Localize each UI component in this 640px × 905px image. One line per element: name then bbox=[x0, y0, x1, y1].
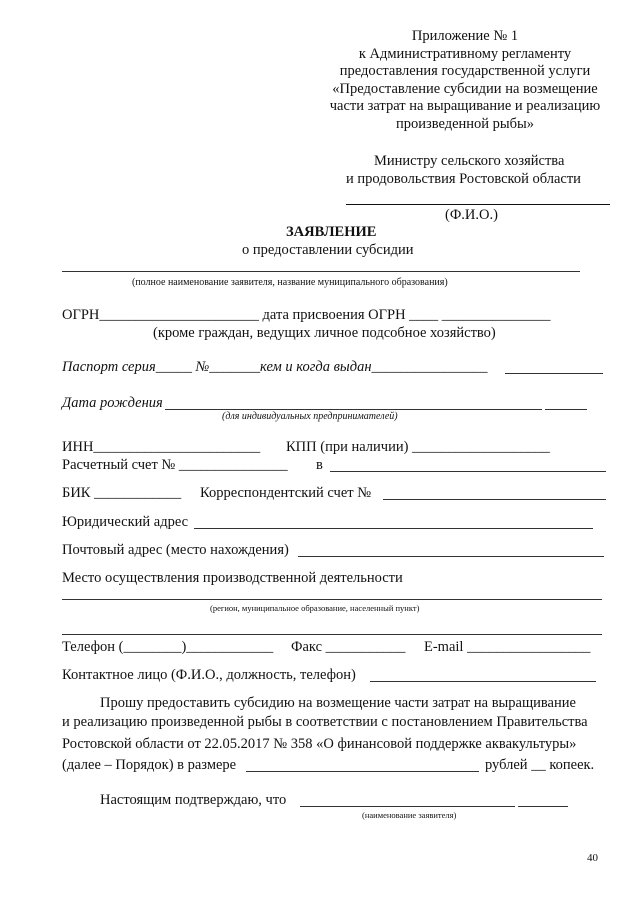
addressee-line-2: и продовольствия Ростовской области bbox=[346, 171, 581, 187]
passport-line-end bbox=[505, 373, 603, 374]
birth-date-label: Дата рождения bbox=[62, 395, 163, 411]
activity-place-caption: (регион, муниципальное образование, населенный пункт) bbox=[210, 603, 420, 613]
bank-label: в bbox=[316, 457, 323, 473]
phone-field: Телефон (________)____________ bbox=[62, 639, 274, 655]
confirm-line bbox=[300, 806, 515, 807]
inn-field: ИНН_______________________ bbox=[62, 439, 261, 455]
fio-caption: (Ф.И.О.) bbox=[445, 207, 498, 223]
addressee-line-1: Министру сельского хозяйства bbox=[374, 153, 565, 169]
activity-place-label: Место осуществления производственной деятельности bbox=[62, 570, 403, 586]
applicant-caption: (полное наименование заявителя, название муниципального образования) bbox=[132, 277, 448, 288]
appendix-line: произведенной рыбы» bbox=[395, 115, 535, 132]
activity-place-line bbox=[62, 599, 602, 600]
corr-account-line bbox=[383, 499, 606, 500]
ogrn-note: (кроме граждан, ведущих личное подсобное хозяйство) bbox=[153, 325, 496, 341]
email-field: E-mail _________________ bbox=[424, 639, 591, 655]
request-line-1: Прошу предоставить субсидию на возмещение части затрат на выращивание bbox=[100, 695, 576, 711]
appendix-block bbox=[300, 28, 630, 133]
applicant-name-line bbox=[62, 271, 580, 272]
request-line-3: Ростовской области от 22.05.2017 № 358 «О финансовой поддержке аквакультуры» bbox=[62, 736, 577, 752]
ogrn-field: ОГРН______________________ дата присвоения ОГРН ____ _______________ bbox=[62, 307, 551, 323]
birth-date-line-end bbox=[545, 409, 587, 410]
appendix-line: к Административному регламенту bbox=[358, 45, 572, 62]
legal-address-line bbox=[194, 528, 593, 529]
appendix-line: «Предоставление субсидии на возмещение bbox=[332, 80, 598, 97]
corr-account-label: Корреспондентский счет № bbox=[200, 485, 372, 501]
document-subtitle: о предоставлении субсидии bbox=[242, 242, 414, 258]
page-number: 40 bbox=[587, 852, 598, 864]
appendix-line: предоставления государственной услуги bbox=[339, 63, 591, 79]
contact-person-line bbox=[370, 681, 596, 682]
fax-field: Факс ___________ bbox=[291, 639, 406, 655]
amount-line bbox=[246, 771, 479, 772]
confirm-caption: (наименование заявителя) bbox=[362, 810, 457, 820]
account-field: Расчетный счет № _______________ bbox=[62, 457, 288, 473]
birth-date-note: (для индивидуальных предпринимателей) bbox=[222, 411, 398, 422]
confirm-text: Настоящим подтверждаю, что bbox=[100, 792, 287, 808]
activity-place-line-2 bbox=[62, 634, 602, 635]
bank-line bbox=[330, 471, 606, 472]
birth-date-line bbox=[165, 409, 542, 410]
document-title: ЗАЯВЛЕНИЕ bbox=[286, 224, 377, 240]
postal-address-line bbox=[298, 556, 604, 557]
kpp-field: КПП (при наличии) ___________________ bbox=[286, 439, 550, 455]
appendix-line: части затрат на выращивание и реализацию bbox=[329, 98, 601, 114]
contact-person-label: Контактное лицо (Ф.И.О., должность, телефон) bbox=[62, 667, 356, 683]
fio-line bbox=[346, 204, 610, 205]
passport-field: Паспорт серия_____ №_______кем и когда выдан________________ bbox=[62, 359, 488, 375]
request-line-2: и реализацию произведенной рыбы в соответствии с постановлением Правительства bbox=[62, 714, 588, 730]
request-line-4-start: (далее – Порядок) в размере bbox=[62, 757, 237, 773]
confirm-line-end bbox=[518, 806, 568, 807]
legal-address-label: Юридический адрес bbox=[62, 514, 189, 530]
bik-field: БИК ____________ bbox=[62, 485, 182, 501]
postal-address-label: Почтовый адрес (место нахождения) bbox=[62, 542, 289, 558]
request-line-4-end: рублей __ копеек. bbox=[485, 757, 595, 773]
appendix-line: Приложение № 1 bbox=[411, 28, 519, 44]
